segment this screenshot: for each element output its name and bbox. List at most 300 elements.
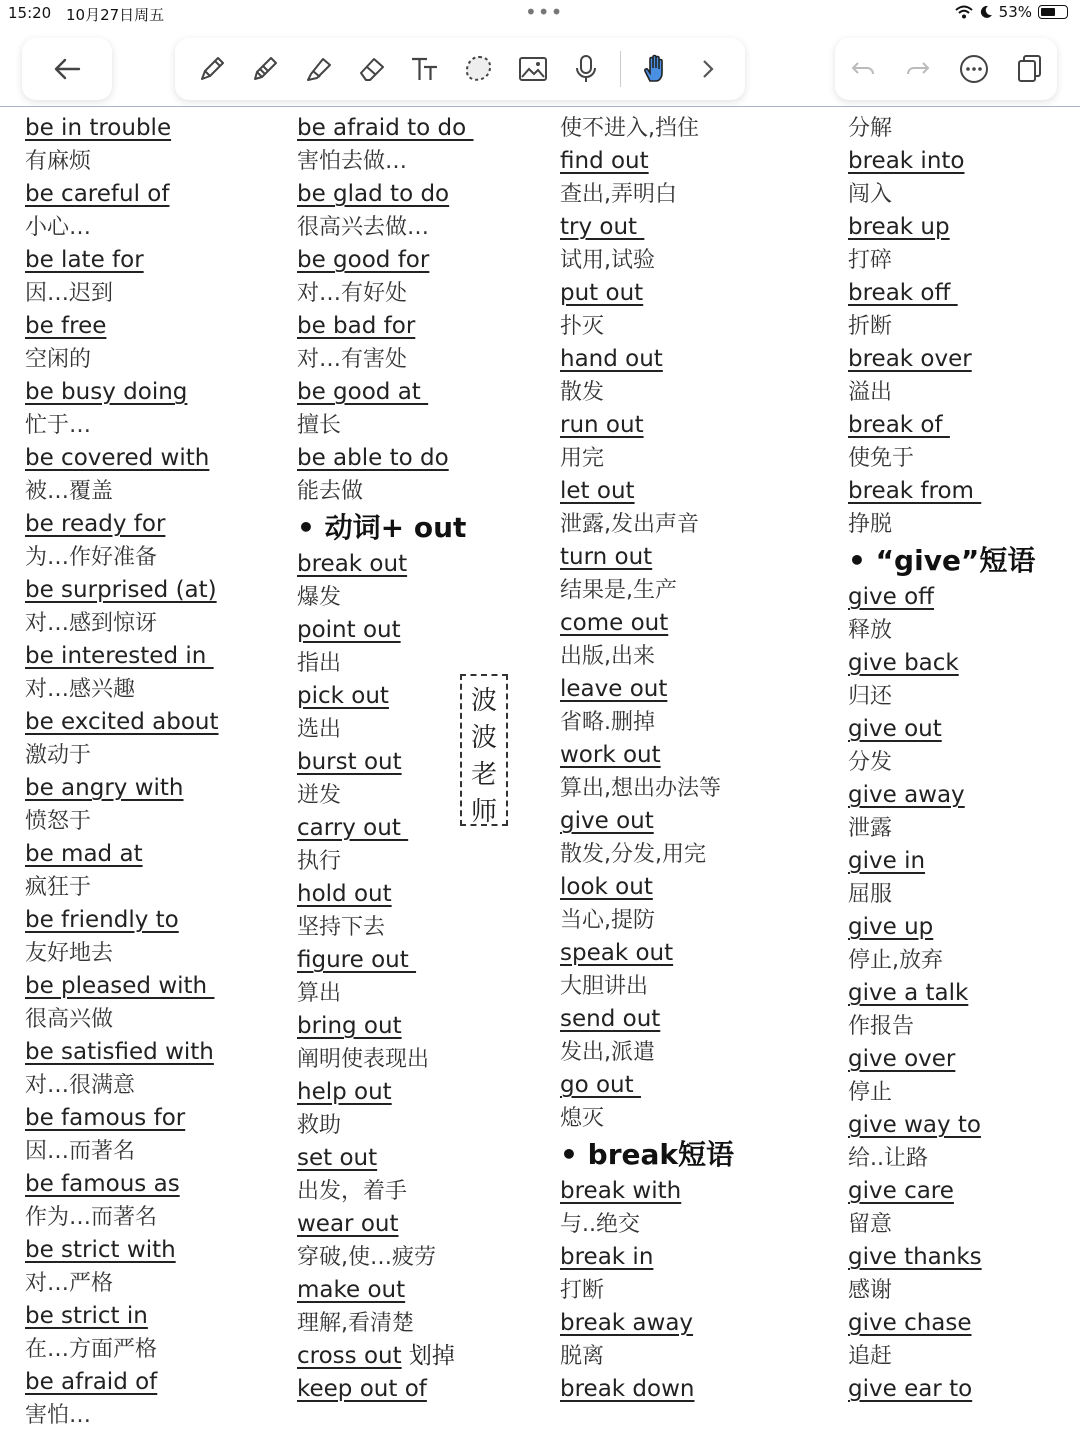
phrase-english-text: be careful of xyxy=(25,181,170,207)
phrase-entry xyxy=(848,277,1035,343)
phrase-english xyxy=(297,442,474,475)
phrase-english xyxy=(560,277,734,310)
phrase-entry xyxy=(297,1010,474,1076)
phrase-entry xyxy=(25,640,219,706)
phrase-english-text: be covered with xyxy=(25,445,210,471)
phrase-english-text: hand out xyxy=(560,346,663,372)
phrase-english xyxy=(25,1234,219,1267)
phrase-entry xyxy=(560,541,734,607)
phrase-meaning: 当心,提防 xyxy=(560,908,655,933)
phrase-english-text: give a talk xyxy=(848,980,969,1006)
phrase-meaning: 熄灭 xyxy=(560,1106,605,1131)
phrase-english xyxy=(25,1366,219,1399)
status-date: 10月27日周五 xyxy=(66,6,165,24)
phrase-entry xyxy=(25,970,219,1036)
phrase-meaning: 救助 xyxy=(297,1113,342,1138)
phrase-english-text: give out xyxy=(560,808,654,834)
phrase-meaning: 打断 xyxy=(560,1278,605,1303)
lasso-icon[interactable] xyxy=(459,49,499,89)
phrase-entry xyxy=(297,1076,474,1142)
more-icon[interactable] xyxy=(954,49,994,89)
phrase-english xyxy=(848,977,1035,1010)
stamp-char: 老 xyxy=(470,760,497,790)
phrase-english-text: break with xyxy=(560,1178,682,1204)
phrase-meaning: 折断 xyxy=(848,314,893,339)
phrase-english xyxy=(25,376,219,409)
phrase-english xyxy=(297,310,474,343)
phrase-english xyxy=(25,442,219,475)
phrase-entry xyxy=(848,1241,1035,1307)
phrase-english-text: figure out xyxy=(297,947,417,973)
phrase-meaning: 空闲的 xyxy=(25,347,92,372)
undo-icon[interactable] xyxy=(843,49,883,89)
phrase-meaning: 结果是,生产 xyxy=(560,578,677,603)
phrase-english-text: be famous for xyxy=(25,1105,186,1131)
phrase-english xyxy=(560,475,734,508)
phrase-entry xyxy=(25,838,219,904)
phrase-english xyxy=(25,508,219,541)
phrase-meaning: 对…严格 xyxy=(25,1271,114,1296)
phrase-english-text: be afraid to do xyxy=(297,115,474,141)
phrase-english xyxy=(297,548,474,581)
phrase-entry xyxy=(297,1274,474,1340)
phrase-entry xyxy=(848,409,1035,475)
phrase-entry xyxy=(560,1241,734,1307)
phrase-meaning: 有麻烦 xyxy=(25,149,92,174)
phrase-entry xyxy=(848,343,1035,409)
phrase-english xyxy=(25,112,219,145)
phrase-meaning: 泄露,发出声音 xyxy=(560,512,699,537)
pencil-icon[interactable] xyxy=(245,49,285,89)
phrase-english xyxy=(560,1069,734,1102)
phrase-entry xyxy=(25,1036,219,1102)
phrase-english-text: speak out xyxy=(560,940,674,966)
phrase-english xyxy=(297,812,474,845)
phrase-meaning: 作报告 xyxy=(848,1014,915,1039)
phrase-meaning: 穿破,使…疲劳 xyxy=(297,1245,436,1270)
phrase-entry xyxy=(560,409,734,475)
phrase-english-text: try out xyxy=(560,214,645,240)
touch-hand-icon[interactable] xyxy=(635,49,675,89)
phrase-english xyxy=(848,1373,1035,1406)
phrase-english-text: hold out xyxy=(297,881,392,907)
text-icon[interactable] xyxy=(406,49,446,89)
phrase-meaning: 选出 xyxy=(297,717,342,742)
phrase-english-text: be surprised (at) xyxy=(25,577,217,603)
phrase-english-text: be busy doing xyxy=(25,379,188,405)
phrase-entry xyxy=(297,1142,474,1208)
phrase-entry xyxy=(25,442,219,508)
phrase-english-text: carry out xyxy=(297,815,409,841)
phrase-meaning: 出发，着手 xyxy=(297,1179,408,1204)
phrase-meaning: 使免于 xyxy=(848,446,915,471)
phrase-entry xyxy=(25,904,219,970)
phrase-entry xyxy=(848,779,1035,845)
phrase-english xyxy=(848,277,1035,310)
phrase-entry xyxy=(25,1366,219,1432)
pen-icon[interactable] xyxy=(192,49,232,89)
phrase-meaning: 出版,出来 xyxy=(560,644,655,669)
image-icon[interactable] xyxy=(513,49,553,89)
phrase-meaning: 因…迟到 xyxy=(25,281,114,306)
phrase-meaning: 指出 xyxy=(297,651,342,676)
phrase-english-text: cross out xyxy=(297,1343,402,1369)
phrase-meaning: 因…而著名 xyxy=(25,1139,136,1164)
highlighter-icon[interactable] xyxy=(299,49,339,89)
phrase-english xyxy=(560,937,734,970)
phrase-english-text: break from xyxy=(848,478,982,504)
toolbar-divider xyxy=(0,106,1080,107)
phrase-english-text: be bad for xyxy=(297,313,416,339)
phrase-meaning: 害怕… xyxy=(25,1403,92,1428)
phrase-entry xyxy=(560,277,734,343)
phrase-meaning: 泄露 xyxy=(848,816,893,841)
phrase-english-text: break off xyxy=(848,280,958,306)
phrase-english-text: be free xyxy=(25,313,107,339)
phrase-english xyxy=(560,1175,734,1208)
phrase-english xyxy=(848,845,1035,878)
phrase-english-text: pick out xyxy=(297,683,389,709)
phrase-english xyxy=(297,1340,474,1373)
phrase-english xyxy=(848,911,1035,944)
phrase-english-text: be glad to do xyxy=(297,181,450,207)
phrase-entry xyxy=(560,112,734,145)
phrase-meaning: 害怕去做… xyxy=(297,149,408,174)
phrase-meaning: 很高兴做 xyxy=(25,1007,114,1032)
phrase-english xyxy=(25,838,219,871)
phrase-meaning: 感谢 xyxy=(848,1278,893,1303)
phrase-english xyxy=(297,680,474,713)
section-heading: • 动词+ out xyxy=(297,511,467,544)
stamp-char: 波 xyxy=(470,686,497,716)
phrase-meaning: 发出,派遣 xyxy=(560,1040,655,1065)
phrase-entry xyxy=(25,1168,219,1234)
phrase-meaning: 试用,试验 xyxy=(560,248,655,273)
phrase-english-text: be angry with xyxy=(25,775,184,801)
phrase-meaning: 很高兴去做… xyxy=(297,215,430,240)
phrase-english xyxy=(560,145,734,178)
phrase-meaning: 分发 xyxy=(848,750,893,775)
phrase-english xyxy=(25,1102,219,1135)
phrase-meaning: 阐明使表现出 xyxy=(297,1047,430,1072)
phrase-english xyxy=(25,772,219,805)
phrase-meaning: 执行 xyxy=(297,849,342,874)
column-4 xyxy=(848,112,1035,1406)
phrase-entry xyxy=(848,1175,1035,1241)
phrase-english xyxy=(25,706,219,739)
phrase-meaning: 算出,想出办法等 xyxy=(560,776,721,801)
moon-icon xyxy=(979,5,993,19)
microphone-icon[interactable] xyxy=(566,49,606,89)
phrase-entry xyxy=(560,1003,734,1069)
phrase-entry xyxy=(297,178,474,244)
phrase-english-text: break over xyxy=(848,346,972,372)
phrase-entry xyxy=(25,178,219,244)
phrase-english-text: break of xyxy=(848,412,950,438)
phrase-meaning: 闯入 xyxy=(848,182,893,207)
phrase-meaning: 与..绝交 xyxy=(560,1212,640,1237)
phrase-entry xyxy=(297,878,474,944)
phrase-english xyxy=(560,1373,734,1406)
phrase-entry xyxy=(25,508,219,574)
actions-toolbar xyxy=(835,38,1057,100)
phrase-meaning: 脱离 xyxy=(560,1344,605,1369)
phrase-entry xyxy=(25,1300,219,1366)
phrase-entry xyxy=(297,310,474,376)
phrase-english-text: burst out xyxy=(297,749,402,775)
phrase-meaning: 停止,放弃 xyxy=(848,948,943,973)
phrase-english xyxy=(560,1307,734,1340)
phrase-entry xyxy=(848,211,1035,277)
phrase-meaning: 对…感到惊讶 xyxy=(25,611,158,636)
battery-percent: 53% xyxy=(998,3,1032,21)
phrase-english xyxy=(297,1142,474,1175)
teacher-stamp xyxy=(460,674,508,826)
phrase-meaning: 作为…而著名 xyxy=(25,1205,158,1230)
phrase-meaning: 查出,弄明白 xyxy=(560,182,677,207)
phrase-entry xyxy=(848,145,1035,211)
phrase-meaning: 被…覆盖 xyxy=(25,479,114,504)
phrase-english xyxy=(848,475,1035,508)
phrase-meaning: 对…很满意 xyxy=(25,1073,136,1098)
phrase-entry xyxy=(560,739,734,805)
phrase-english-text: be able to do xyxy=(297,445,449,471)
phrase-english xyxy=(848,1043,1035,1076)
phrase-entry xyxy=(560,805,734,871)
phrase-entry xyxy=(848,713,1035,779)
phrase-english xyxy=(25,970,219,1003)
phrase-english xyxy=(25,244,219,277)
phrase-english-text: break out xyxy=(297,551,408,577)
phrase-entry xyxy=(848,475,1035,541)
phrase-entry xyxy=(848,1043,1035,1109)
phrase-english-text: bring out xyxy=(297,1013,402,1039)
phrase-english xyxy=(848,1175,1035,1208)
phrase-english xyxy=(297,1010,474,1043)
phrase-english xyxy=(560,1241,734,1274)
phrase-entry xyxy=(560,343,734,409)
stamp-char: 波 xyxy=(470,723,497,753)
phrase-english xyxy=(848,145,1035,178)
phrase-english xyxy=(848,1307,1035,1340)
phrase-entry xyxy=(848,581,1035,647)
phrase-entry xyxy=(560,871,734,937)
phrase-meaning: 坚持下去 xyxy=(297,915,386,940)
phrase-english xyxy=(297,1274,474,1307)
pages-icon[interactable] xyxy=(1009,49,1049,89)
phrase-meaning: 省略.删掉 xyxy=(560,710,655,735)
phrase-meaning: 屈服 xyxy=(848,882,893,907)
phrase-english xyxy=(848,211,1035,244)
phrase-meaning: 能去做 xyxy=(297,479,364,504)
phrase-english-text: find out xyxy=(560,148,649,174)
phrase-meaning: 擅长 xyxy=(297,413,342,438)
phrase-meaning: 使不进入,挡住 xyxy=(560,116,699,141)
phrase-meaning: 用完 xyxy=(560,446,605,471)
column-1 xyxy=(25,112,219,1432)
back-arrow-icon[interactable] xyxy=(47,49,87,89)
phrase-meaning: 给..让路 xyxy=(848,1146,928,1171)
phrase-english xyxy=(848,343,1035,376)
phrase-meaning: 打碎 xyxy=(848,248,893,273)
phrase-english-text: give in xyxy=(848,848,926,874)
phrase-english xyxy=(560,541,734,574)
eraser-icon[interactable] xyxy=(352,49,392,89)
phrase-meaning: 为…作好准备 xyxy=(25,545,158,570)
phrase-english-text: give chase xyxy=(848,1310,972,1336)
phrase-entry xyxy=(848,1109,1035,1175)
phrase-english-text: run out xyxy=(560,412,644,438)
phrase-english xyxy=(848,1109,1035,1142)
phrase-english xyxy=(297,178,474,211)
phrase-entry xyxy=(25,376,219,442)
phrase-entry xyxy=(297,944,474,1010)
phrase-english-text: be famous as xyxy=(25,1171,180,1197)
phrase-english-text: come out xyxy=(560,610,669,636)
phrase-meaning: 理解,看清楚 xyxy=(297,1311,414,1336)
phrase-meaning: 算出 xyxy=(297,981,342,1006)
multitasking-dots[interactable]: ••• xyxy=(525,0,564,24)
phrase-english xyxy=(560,211,734,244)
phrase-meaning: 愤怒于 xyxy=(25,809,92,834)
phrase-meaning: 激动于 xyxy=(25,743,92,768)
phrase-english xyxy=(297,746,474,779)
phrase-entry xyxy=(25,574,219,640)
phrase-english xyxy=(848,1241,1035,1274)
phrase-english-text: work out xyxy=(560,742,661,768)
phrase-entry xyxy=(560,475,734,541)
phrase-english-text: give back xyxy=(848,650,959,676)
back-toolbar xyxy=(22,38,112,100)
phrase-english-text: look out xyxy=(560,874,653,900)
phrase-english-text: turn out xyxy=(560,544,653,570)
phrase-english-text: point out xyxy=(297,617,401,643)
column-2 xyxy=(297,112,474,1406)
phrase-entry xyxy=(297,812,474,878)
phrase-entry xyxy=(560,1373,734,1406)
phrase-meaning: 散发 xyxy=(560,380,605,405)
phrase-entry xyxy=(848,1307,1035,1373)
phrase-meaning: 扑灭 xyxy=(560,314,605,339)
phrase-english xyxy=(560,871,734,904)
phrase-english xyxy=(25,1036,219,1069)
phrase-meaning: 归还 xyxy=(848,684,893,709)
phrase-english xyxy=(848,647,1035,680)
phrase-entry xyxy=(297,112,474,178)
phrase-meaning: 疯狂于 xyxy=(25,875,92,900)
phrase-english xyxy=(297,944,474,977)
phrase-english-text: be mad at xyxy=(25,841,143,867)
phrase-entry xyxy=(25,706,219,772)
phrase-english-text: give over xyxy=(848,1046,956,1072)
phrase-english-text: be late for xyxy=(25,247,144,273)
phrase-meaning: 大胆讲出 xyxy=(560,974,649,999)
phrase-english-text: break into xyxy=(848,148,965,174)
phrase-english-text: be strict in xyxy=(25,1303,148,1329)
phrase-english-text: leave out xyxy=(560,676,668,702)
phrase-entry xyxy=(25,310,219,376)
phrase-english xyxy=(297,376,474,409)
phrase-entry xyxy=(297,548,474,614)
phrase-english xyxy=(297,1373,474,1406)
phrase-entry xyxy=(848,845,1035,911)
phrase-english-text: give off xyxy=(848,584,934,610)
phrase-entry xyxy=(25,1102,219,1168)
phrase-meaning: 友好地去 xyxy=(25,941,114,966)
phrase-english xyxy=(560,343,734,376)
phrase-english-text: break up xyxy=(848,214,950,240)
phrase-english-text: wear out xyxy=(297,1211,399,1237)
phrase-inline-meaning: 划掉 xyxy=(401,1343,455,1369)
phrase-english xyxy=(25,1168,219,1201)
phrase-entry xyxy=(560,145,734,211)
phrase-entry xyxy=(560,1069,734,1135)
phrase-entry xyxy=(297,746,474,812)
phrase-meaning: 对…感兴趣 xyxy=(25,677,136,702)
phrase-meaning: 忙于… xyxy=(25,413,92,438)
chevron-right-icon[interactable] xyxy=(688,49,728,89)
phrase-english xyxy=(848,581,1035,614)
phrase-entry xyxy=(25,1234,219,1300)
phrase-entry xyxy=(560,1175,734,1241)
phrase-english-text: set out xyxy=(297,1145,378,1171)
phrase-english xyxy=(25,310,219,343)
phrase-english xyxy=(297,1208,474,1241)
phrase-english-text: give up xyxy=(848,914,934,940)
phrase-english-text: help out xyxy=(297,1079,392,1105)
phrase-english xyxy=(560,739,734,772)
phrase-entry xyxy=(297,244,474,310)
phrase-entry xyxy=(297,1340,474,1373)
battery-icon xyxy=(1038,5,1068,19)
phrase-entry xyxy=(297,680,474,746)
phrase-english-text: go out xyxy=(560,1072,641,1098)
phrase-english xyxy=(25,574,219,607)
phrase-english-text: keep out of xyxy=(297,1376,427,1402)
phrase-meaning: 追赶 xyxy=(848,1344,893,1369)
phrase-entry xyxy=(848,647,1035,713)
phrase-entry xyxy=(560,607,734,673)
phrase-meaning: 挣脱 xyxy=(848,512,893,537)
phrase-english xyxy=(25,1300,219,1333)
phrase-english xyxy=(560,1003,734,1036)
phrase-english-text: make out xyxy=(297,1277,406,1303)
phrase-meaning: 散发,分发,用完 xyxy=(560,842,706,867)
phrase-english-text: give away xyxy=(848,782,965,808)
phrase-english-text: be strict with xyxy=(25,1237,176,1263)
phrase-english-text: put out xyxy=(560,280,644,306)
phrase-meaning: 小心… xyxy=(25,215,92,240)
phrase-english xyxy=(560,805,734,838)
phrase-english xyxy=(297,244,474,277)
phrase-entry xyxy=(25,244,219,310)
phrase-entry xyxy=(297,1208,474,1274)
phrase-english xyxy=(25,178,219,211)
toolbar-separator xyxy=(620,51,621,87)
phrase-english-text: be in trouble xyxy=(25,115,172,141)
phrase-entry xyxy=(560,211,734,277)
phrase-entry xyxy=(848,977,1035,1043)
phrase-english-text: let out xyxy=(560,478,635,504)
phrase-english-text: be good at xyxy=(297,379,429,405)
phrase-meaning: 停止 xyxy=(848,1080,893,1105)
phrase-entry xyxy=(25,112,219,178)
column-3 xyxy=(560,112,734,1406)
phrase-entry xyxy=(560,673,734,739)
phrase-english-text: be interested in xyxy=(25,643,214,669)
redo-icon[interactable] xyxy=(898,49,938,89)
phrase-english-text: give out xyxy=(848,716,942,742)
